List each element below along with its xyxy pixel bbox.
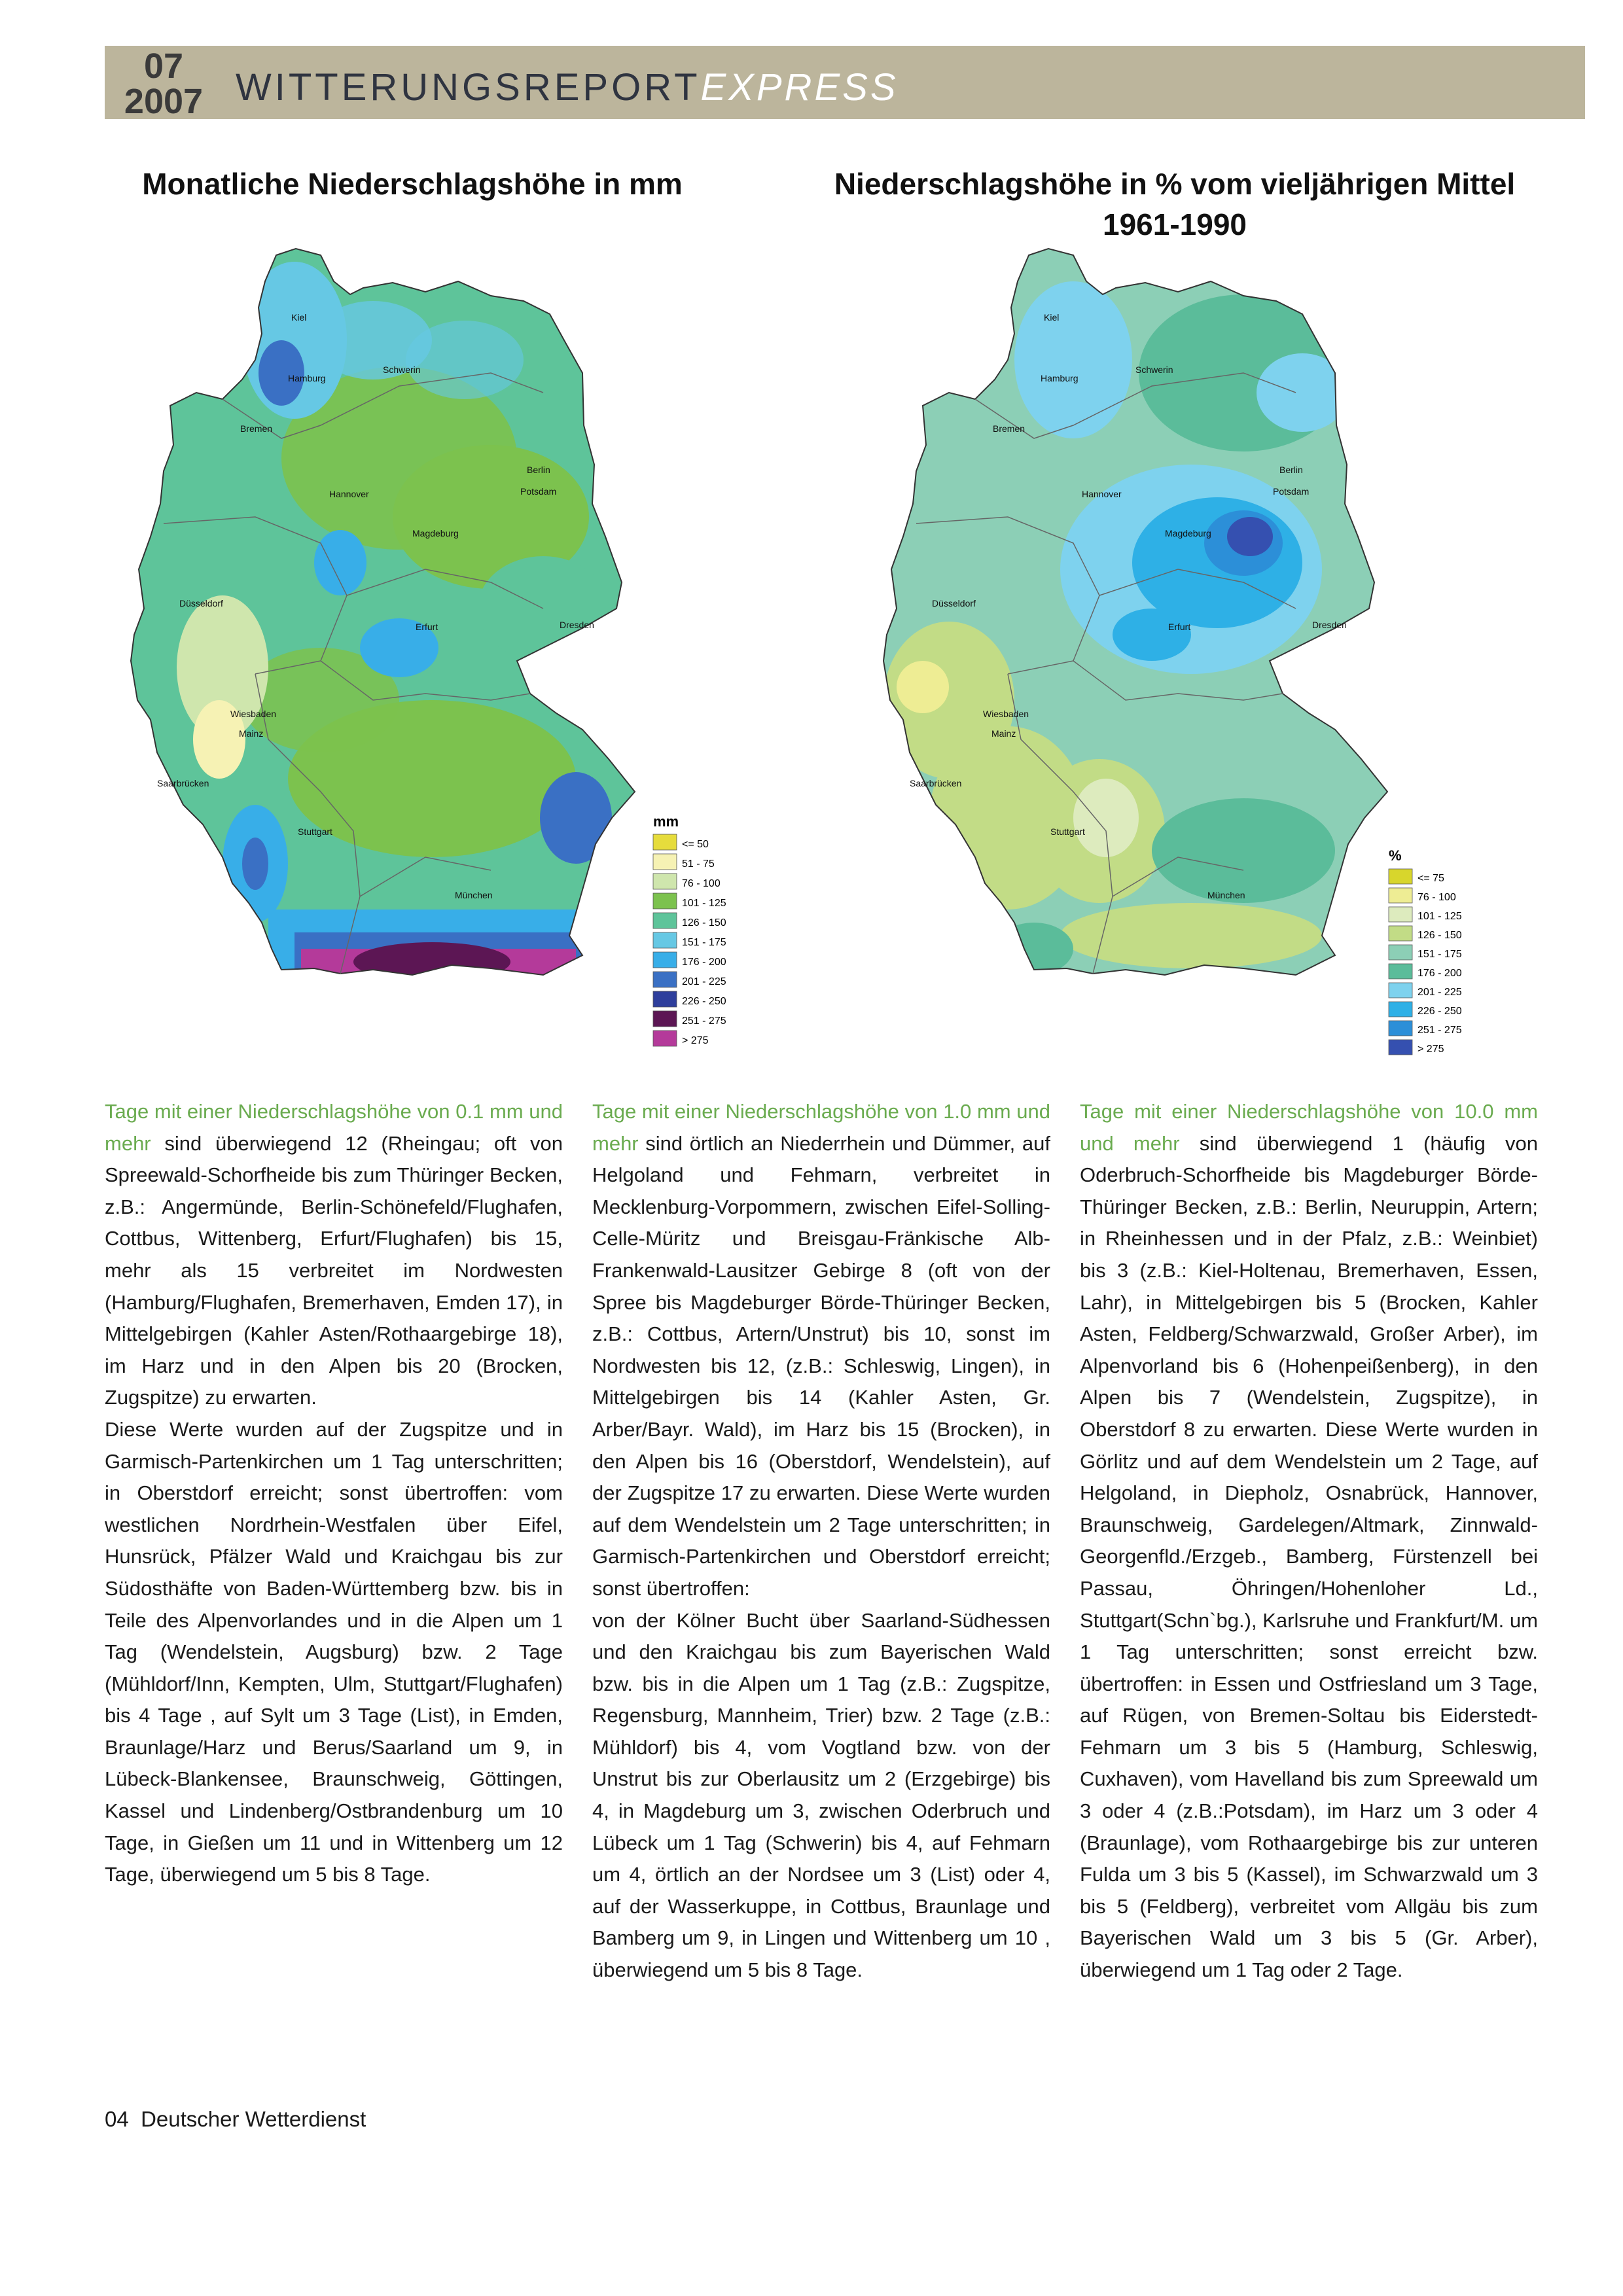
- issue-month: 07: [143, 46, 184, 86]
- legend-label: 226 - 250: [1418, 1006, 1462, 1017]
- city-label: Hamburg: [288, 373, 326, 383]
- legend-swatch: [1389, 869, 1412, 884]
- city-label: München: [455, 890, 493, 900]
- city-label: Mainz: [239, 728, 264, 739]
- legend-label: 101 - 125: [682, 898, 726, 909]
- issue-year: 2007: [124, 82, 204, 121]
- legend-label: > 275: [682, 1035, 709, 1046]
- legend-label: 126 - 150: [1418, 930, 1462, 941]
- text-column-2: [592, 1096, 1050, 1987]
- column-body-2: von der Kölner Bucht über Saarland-Südhessen und den Kraichgau bis zum Bayerischen Wald bzw. bis in die Alpen um 1 Tag (z.B.: Zugspitze, Regensburg, Mannheim, Trier) bzw. 2 Tage (z.B.: Mühldorf) bis 4, vom Vogtland bzw. von der Unstrut bis zur Oberlausitz um 2 (Erzgebirge) bis 4, in Magdeburg um 3, zwischen Oderbruch und Lübeck um 1 Tag (Schwerin) bis 4, auf Fehmarn um 4, örtlich an der Nordsee um 3 (List) oder 4, auf der Wasserkuppe, in Cottbus, Braunlage und Bamberg um 9, in Lingen und Wittenberg um 10 , überwiegend um 5 bis 8 Tage.: [592, 1608, 1050, 1982]
- column-lead: Tage mit einer Niederschlagshöhe von 10.0 mm und mehr: [1080, 1100, 1538, 1155]
- legend-swatch: [653, 991, 677, 1007]
- left-map-fill: [124, 242, 713, 1047]
- column-body: sind überwiegend 1 (häufig von Oderbruch-Schorfheide bis Magdeburger Börde-Thüringer Becken, z.B.: Berlin, Neuruppin, Artern; in Rheinhessen und in der Pfalz, z.B.: Weinbiet) bis 3 (z.B.: Kiel-Holtenau, Bremerhaven, Essen, Lahr), in Mittelgebirgen bis 5 (Brocken, Kahler Asten, Feldberg/Schwarzwald, Großer Arber), im Alpenvorland bis 6 (Hohenpeißenberg), in den Alpen bis 7 (Wendelstein, Zugspitze), in Oberstdorf 8 zu erwarten. Diese Werte wurden in Görlitz und auf dem Wendelstein um 2 Tage, auf Helgoland, in Diepholz, Osnabrück, Hannover, Braunschweig, Gardelegen/Altmark, Zinnwald-Georgenfld./Erzgeb., Bamberg, Fürstenzell bei Passau, Öhringen/Hohenloher Ld., Stuttgart(Schn`bg.), Karlsruhe und Frankfurt/M. um 1 Tag unterschritten; sonst erreicht bzw. übertroffen: in Essen und Ostfriesland um 3 Tage, auf Rügen, von Bremen-Soltau bis Eiderstedt-Fehmarn um 3 bis 5 (Hamburg, Schleswig, Cuxhaven), vom Havelland bis zum Spreewald um 3 oder 4 (z.B.:Potsdam), im Harz um 3 oder 4 (Braunlage), vom Rothaargebirge bis zur unteren Fulda um 3 bis 5 (Kassel), im Schwarzwald um 3 bis 5 (Feldberg), verbreitet vom Allgäu bis zum Bayerischen Wald um 3 bis 5 (Gr. Arber), überwiegend um 1 Tag oder 2 Tage.: [1080, 1131, 1538, 1982]
- legend-label: 51 - 75: [682, 858, 715, 870]
- legend-swatch: [653, 1011, 677, 1027]
- city-label: Stuttgart: [298, 826, 332, 837]
- city-label: Düsseldorf: [179, 598, 223, 609]
- legend-swatch: [1389, 1040, 1412, 1055]
- city-label: Potsdam: [520, 486, 557, 497]
- right-map-fill: [877, 242, 1466, 1047]
- legend-unit: mm: [653, 813, 679, 830]
- city-label: Potsdam: [1273, 486, 1310, 497]
- city-label: Erfurt: [416, 622, 438, 632]
- legend-label: 101 - 125: [1418, 911, 1462, 922]
- city-label: Schwerin: [383, 364, 421, 375]
- city-label: Hamburg: [1041, 373, 1079, 383]
- city-label: Magdeburg: [1165, 528, 1211, 539]
- legend-swatch: [1389, 926, 1412, 941]
- left-map-legend: [653, 813, 726, 1046]
- legend-swatch: [1389, 964, 1412, 979]
- page-number: 04: [105, 2107, 129, 2131]
- city-label: Hannover: [1082, 489, 1122, 499]
- city-label: Dresden: [560, 620, 594, 630]
- city-label: Wiesbaden: [983, 709, 1029, 719]
- legend-swatch: [653, 913, 677, 928]
- report-title-main: WITTERUNGSREPORT: [236, 66, 701, 109]
- legend-swatch: [1389, 1021, 1412, 1036]
- report-title-express: EXPRESS: [700, 66, 899, 109]
- legend-swatch: [653, 972, 677, 987]
- city-label: Hannover: [329, 489, 369, 499]
- column-body: sind örtlich an Niederrhein und Dümmer, auf Helgoland und Fehmarn, verbreitet in Mecklenburg-Vorpommern, zwischen Eifel-Solling-Celle-Müritz und Breisgau-Fränkische Alb-Frankenwald-Lausitzer Gebirge 8 (oft von der Spree bis Magdeburger Börde-Thüringer Becken, z.B.: Cottbus, Artern/Unstrut) bis 10, sonst im Nordwesten bis 12, (z.B.: Schleswig, Lingen), in Mittelgebirgen bis 14 (Kahler Asten, Gr. Arber/Bayr. Wald), im Harz bis 15 (Brocken), in den Alpen bis 16 (Oberstdorf, Wendelstein), auf der Zugspitze 17 zu erwarten. Diese Werte wurden auf dem Wendelstein um 2 Tage unterschritten; in Garmisch-Partenkirchen und Oberstdorf erreicht; sonst übertroffen:: [592, 1131, 1050, 1600]
- right-map-title: [766, 164, 1584, 245]
- legend-swatch: [1389, 945, 1412, 960]
- text-column-1: [105, 1096, 563, 1891]
- city-label: Magdeburg: [412, 528, 459, 539]
- city-label: Bremen: [993, 423, 1026, 434]
- legend-label: 226 - 250: [682, 996, 726, 1007]
- city-label: Saarbrücken: [910, 778, 962, 788]
- city-label: Kiel: [291, 312, 307, 323]
- left-precipitation-map: [124, 242, 726, 1047]
- right-precipitation-map: [857, 242, 1577, 1055]
- legend-label: 201 - 225: [682, 976, 726, 987]
- legend-label: 76 - 100: [682, 878, 721, 889]
- legend-label: 201 - 225: [1418, 987, 1462, 998]
- column-lead: Tage mit einer Niederschlagshöhe von 0.1 mm und mehr: [105, 1100, 563, 1155]
- right-map-legend: [1389, 847, 1462, 1055]
- city-label: Bremen: [240, 423, 273, 434]
- city-label: Berlin: [1279, 465, 1303, 475]
- legend-label: 151 - 175: [1418, 949, 1462, 960]
- column-body-2: Diese Werte wurden auf der Zugspitze und in Garmisch-Partenkirchen um 1 Tag unterschritten; in Oberstdorf erreicht; sonst übertroffen: vom westlichen Nordrhein-Westfalen über Eifel, Hunsrück, Pfälzer Wald und Kraichgau bis zur Südosthäfte von Baden-Württemberg bzw. bis in Teile des Alpenvorlandes und in die Alpen um 1 Tag (Wendelstein, Augsburg) bzw. 2 Tage (Mühldorf/Inn, Kempten, Ulm, Stuttgart/Flughafen) bis 4 Tage , auf Sylt um 3 Tage (List), in Emden, Braunlage/Harz und Berus/Saarland um 9, in Lübeck-Blankensee, Braunschweig, Göttingen, Kassel und Lindenberg/Ostbrandenburg um 10 Tage, in Gießen um 11 und in Wittenberg um 12 Tage, überwiegend um 5 bis 8 Tage.: [105, 1417, 563, 1886]
- legend-label: 126 - 150: [682, 917, 726, 928]
- legend-swatch: [1389, 1002, 1412, 1017]
- city-label: Dresden: [1312, 620, 1347, 630]
- column-lead: Tage mit einer Niederschlagshöhe von 1.0 mm und mehr: [592, 1100, 1050, 1155]
- legend-swatch: [653, 834, 677, 850]
- city-label: Wiesbaden: [230, 709, 277, 719]
- report-title: [236, 65, 899, 109]
- city-label: München: [1207, 890, 1245, 900]
- legend-label: 76 - 100: [1418, 892, 1456, 903]
- legend-label: <= 75: [1418, 873, 1444, 884]
- legend-swatch: [653, 854, 677, 870]
- legend-label: 251 - 275: [1418, 1025, 1462, 1036]
- legend-label: > 275: [1418, 1044, 1444, 1055]
- column-body: sind überwiegend 12 (Rheingau; oft von Spreewald-Schorfheide bis zum Thüringer Becken, z.B.: Angermünde, Berlin-Schönefeld/Flughafen, Cottbus, Wittenberg, Erfurt/Flughafen) bis 15, mehr als 15 verbreitet im Nordwesten (Hamburg/Flughafen, Bremerhaven, Emden 17), in Mittelgebirgen (Kahler Asten/Rothaargebirge 18), im Harz und in den Alpen bis 20 (Brocken, Zugspitze) zu erwarten.: [105, 1131, 563, 1409]
- legend-swatch: [653, 874, 677, 889]
- legend-swatch: [653, 1031, 677, 1046]
- city-label: Schwerin: [1135, 364, 1173, 375]
- issue-date: [111, 47, 216, 120]
- legend-label: 176 - 200: [682, 957, 726, 968]
- city-label: Stuttgart: [1050, 826, 1085, 837]
- city-label: Erfurt: [1168, 622, 1191, 632]
- legend-label: <= 50: [682, 839, 709, 850]
- city-label: Kiel: [1044, 312, 1060, 323]
- right-map-title-line2: 1961-1990: [1103, 207, 1247, 241]
- legend-label: 176 - 200: [1418, 968, 1462, 979]
- legend-swatch: [653, 893, 677, 909]
- publisher-name: Deutscher Wetterdienst: [141, 2107, 366, 2131]
- legend-swatch: [1389, 983, 1412, 998]
- legend-swatch: [653, 952, 677, 968]
- left-map-title: Monatliche Niederschlagshöhe in mm: [142, 167, 683, 201]
- legend-label: 151 - 175: [682, 937, 726, 948]
- city-label: Berlin: [527, 465, 550, 475]
- text-column-3: [1080, 1096, 1538, 1987]
- legend-swatch: [1389, 907, 1412, 922]
- page-footer: [105, 2107, 366, 2132]
- legend-swatch: [653, 932, 677, 948]
- city-label: Düsseldorf: [932, 598, 976, 609]
- city-label: Saarbrücken: [157, 778, 209, 788]
- legend-swatch: [1389, 888, 1412, 903]
- legend-unit: %: [1389, 847, 1402, 864]
- legend-label: 251 - 275: [682, 1016, 726, 1027]
- right-map-title-line1: Niederschlagshöhe in % vom vieljährigen Mittel: [834, 167, 1516, 201]
- city-label: Mainz: [991, 728, 1016, 739]
